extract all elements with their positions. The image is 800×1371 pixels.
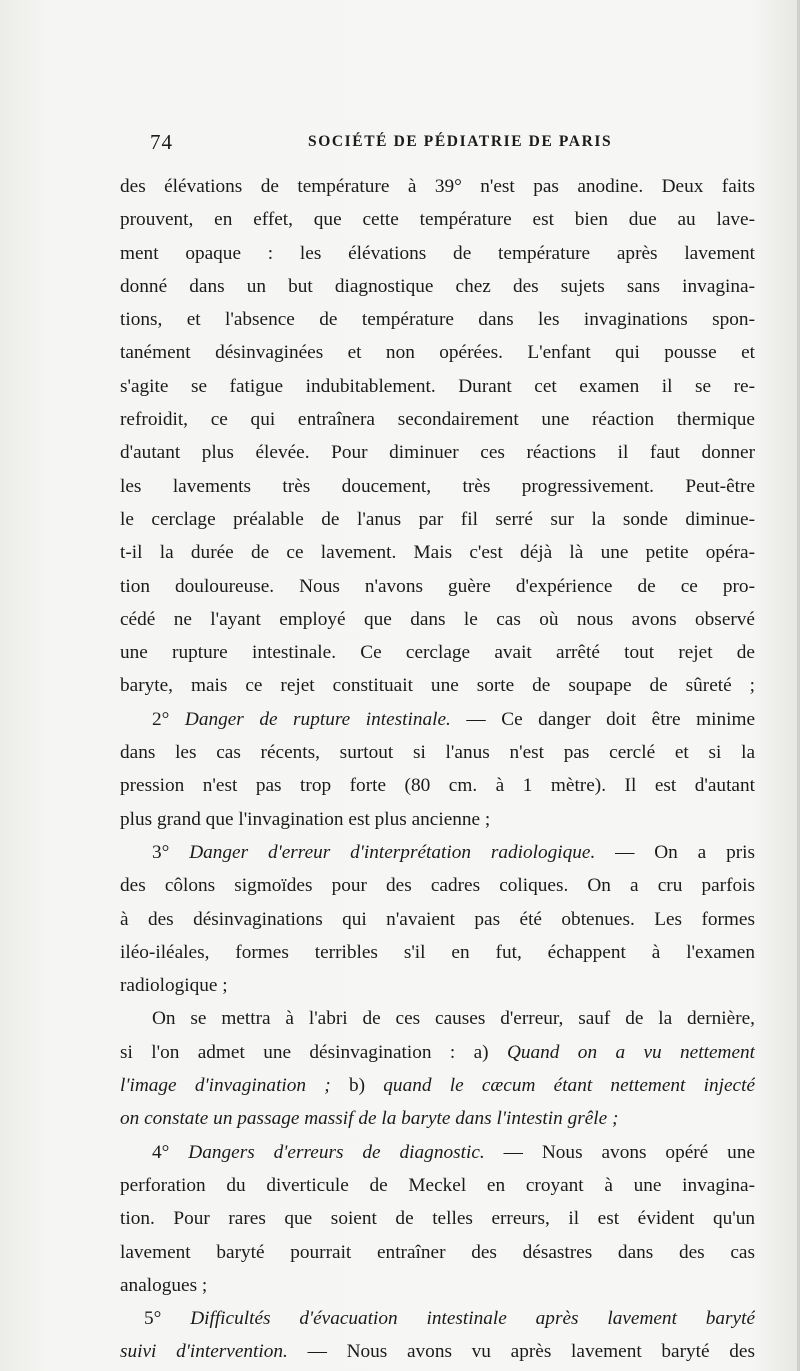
text-run: prouvent, en effet, que cette température est bien due au lave- bbox=[120, 209, 755, 231]
text-line bbox=[120, 503, 755, 536]
text-run: une rupture intestinale. Ce cerclage avait arrêté tout rejet de bbox=[120, 642, 755, 664]
text-line bbox=[120, 1069, 755, 1102]
text-run: lavement baryté pourrait entraîner des désastres dans des cas bbox=[120, 1241, 755, 1263]
text-run: tion. Pour rares que soient de telles erreurs, il est évident qu'un bbox=[120, 1208, 755, 1230]
text-run: les lavements très doucement, très progressivement. Peut-être bbox=[120, 475, 755, 497]
text-line bbox=[120, 1036, 755, 1069]
text-line bbox=[120, 237, 755, 270]
text-line bbox=[120, 903, 755, 936]
text-run: des côlons sigmoïdes pour des cadres coliques. On a cru parfois bbox=[120, 875, 755, 897]
text-line bbox=[120, 536, 755, 569]
italic-text: on constate un passage massif de la baryte dans l'intestin grêle ; bbox=[120, 1108, 619, 1130]
text-line bbox=[120, 470, 755, 503]
text-run: s'agite se fatigue indubitablement. Durant cet examen il se re- bbox=[120, 375, 755, 397]
text-run: perforation du diverticule de Meckel en croyant à une invagina- bbox=[120, 1174, 755, 1196]
text-run: plus grand que l'invagination est plus ancienne ; bbox=[120, 808, 491, 830]
text-line bbox=[120, 1102, 755, 1135]
italic-text: Quand on a vu nettement bbox=[506, 1041, 755, 1063]
text-run: 3° bbox=[152, 841, 190, 863]
text-run: à des désinvaginations qui n'avaient pas été obtenues. Les formes bbox=[120, 908, 755, 930]
text-line bbox=[120, 869, 755, 902]
italic-text: Danger de rupture intestinale. bbox=[184, 708, 451, 730]
body-text bbox=[120, 170, 755, 1369]
text-line bbox=[120, 1302, 755, 1335]
italic-text: l'image d'invagination ; bbox=[120, 1075, 331, 1097]
text-line bbox=[120, 570, 755, 603]
text-run: 4° bbox=[152, 1141, 189, 1163]
text-line bbox=[120, 669, 755, 702]
text-line bbox=[120, 1136, 755, 1169]
text-run: t-il la durée de ce lavement. Mais c'est déjà là une petite opéra- bbox=[120, 542, 755, 564]
text-run: pression n'est pas trop forte (80 cm. à 1 mètre). Il est d'autant bbox=[120, 775, 755, 797]
text-run: 2° bbox=[152, 708, 185, 730]
text-run: — On a pris bbox=[595, 841, 755, 863]
italic-text: Danger d'erreur d'interprétation radiologique. bbox=[189, 841, 596, 863]
italic-text: quand le cæcum étant nettement injecté bbox=[383, 1075, 755, 1097]
text-run: des élévations de température à 39° n'est pas anodine. Deux faits bbox=[120, 176, 755, 197]
text-line bbox=[120, 969, 755, 1002]
text-line bbox=[120, 370, 755, 403]
text-line bbox=[120, 303, 755, 336]
text-run: — Nous avons vu après lavement baryté des bbox=[287, 1341, 755, 1363]
text-line bbox=[120, 603, 755, 636]
text-run: si l'on admet une désinvagination : a) bbox=[120, 1041, 507, 1063]
text-run: baryte, mais ce rejet constituait une sorte de soupape de sûreté ; bbox=[120, 675, 755, 697]
text-run: — Ce danger doit être minime bbox=[450, 708, 755, 730]
text-line bbox=[120, 736, 755, 769]
text-run: tanément désinvaginées et non opérées. L'enfant qui pousse et bbox=[120, 342, 755, 364]
italic-text: suivi d'intervention. bbox=[120, 1341, 288, 1363]
text-run: d'autant plus élevée. Pour diminuer ces réactions il faut donner bbox=[120, 442, 755, 464]
text-line bbox=[120, 803, 755, 836]
text-run: cédé ne l'ayant employé que dans le cas où nous avons observé bbox=[120, 608, 755, 630]
text-line bbox=[120, 1236, 755, 1269]
italic-text: Difficultés d'évacuation intestinale après lavement baryté bbox=[190, 1308, 755, 1330]
text-line bbox=[120, 403, 755, 436]
text-run: radiologique ; bbox=[120, 975, 228, 997]
text-line bbox=[120, 936, 755, 969]
text-run: ment opaque : les élévations de température après lavement bbox=[120, 242, 755, 264]
text-line bbox=[120, 636, 755, 669]
text-line bbox=[120, 1202, 755, 1235]
text-line bbox=[120, 203, 755, 236]
text-run: tion douloureuse. Nous n'avons guère d'expérience de ce pro- bbox=[120, 575, 755, 597]
text-run: refroidit, ce qui entraînera secondairement une réaction thermique bbox=[120, 409, 755, 431]
text-run: On se mettra à l'abri de ces causes d'erreur, sauf de la dernière, bbox=[152, 1008, 755, 1030]
text-run: analogues ; bbox=[120, 1274, 208, 1296]
text-run: 5° bbox=[144, 1308, 191, 1330]
text-run: tions, et l'absence de température dans les invaginations spon- bbox=[120, 309, 755, 331]
text-line bbox=[120, 1269, 755, 1302]
text-line bbox=[120, 1169, 755, 1202]
text-run: le cerclage préalable de l'anus par fil serré sur la sonde diminue- bbox=[120, 508, 755, 530]
page-header bbox=[150, 130, 755, 158]
text-line bbox=[120, 1335, 755, 1368]
text-line bbox=[120, 769, 755, 802]
text-line bbox=[120, 836, 755, 869]
text-line bbox=[120, 1002, 755, 1035]
text-line bbox=[120, 436, 755, 469]
text-run: iléo-iléales, formes terribles s'il en fut, échappent à l'examen bbox=[120, 941, 755, 963]
text-run: donné dans un but diagnostique chez des sujets sans invagina- bbox=[120, 275, 755, 297]
text-line bbox=[120, 270, 755, 303]
text-run: b) bbox=[330, 1075, 384, 1097]
text-line bbox=[120, 170, 755, 203]
text-run: dans les cas récents, surtout si l'anus n'est pas cerclé et si la bbox=[120, 742, 755, 764]
italic-text: Dangers d'erreurs de diagnostic. bbox=[188, 1141, 485, 1163]
running-head: SOCIÉTÉ DE PÉDIATRIE DE PARIS bbox=[308, 133, 613, 150]
text-run: — Nous avons opéré une bbox=[484, 1141, 755, 1163]
text-line bbox=[120, 703, 755, 736]
text-line bbox=[120, 336, 755, 369]
page-number: 74 bbox=[150, 130, 173, 154]
